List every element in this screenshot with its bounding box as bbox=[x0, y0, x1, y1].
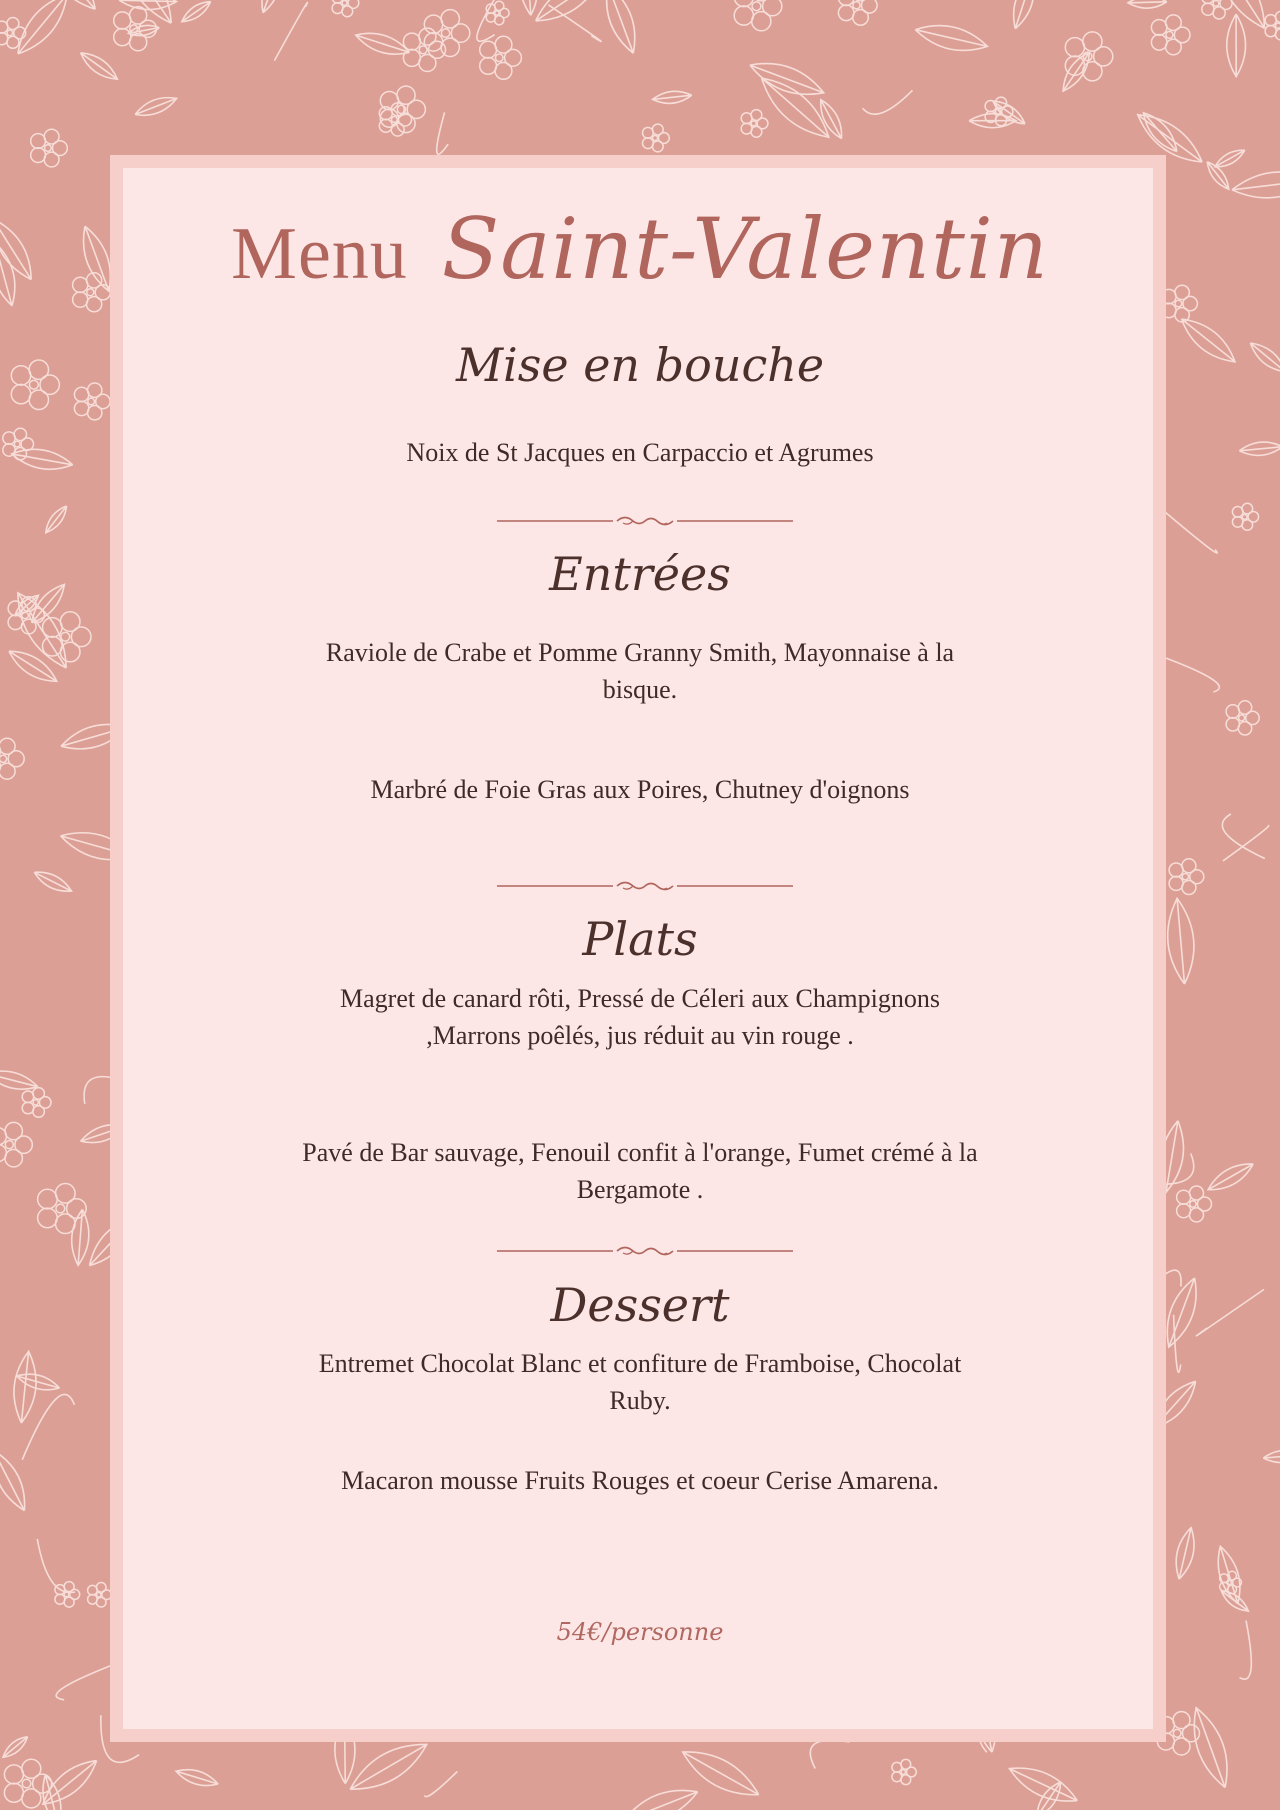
leaf-icon bbox=[520, 0, 537, 15]
leaf-icon bbox=[262, 0, 280, 13]
title-word: Menu bbox=[231, 213, 408, 295]
flower-icon bbox=[486, 1, 509, 25]
stem-icon bbox=[810, 1740, 849, 1768]
stem-icon bbox=[425, 1772, 458, 1797]
flower-icon bbox=[0, 738, 24, 779]
flower-icon bbox=[1177, 1186, 1212, 1222]
leaf-icon bbox=[81, 53, 118, 79]
stem-icon bbox=[1223, 826, 1269, 861]
flower-icon bbox=[1202, 0, 1232, 19]
leaf-icon bbox=[34, 872, 71, 891]
section-title-dessert: Dessert bbox=[550, 1278, 730, 1332]
leaf-icon bbox=[3, 1737, 28, 1758]
stem-icon bbox=[863, 90, 913, 114]
leaf-icon bbox=[1176, 1528, 1194, 1580]
flower-icon bbox=[88, 1583, 112, 1607]
leaf-icon bbox=[1208, 1164, 1253, 1190]
flower-icon bbox=[0, 1122, 32, 1167]
leaf-icon bbox=[0, 1450, 25, 1510]
leaf-icon bbox=[350, 1744, 427, 1789]
flower-icon bbox=[332, 0, 359, 17]
leaf-icon bbox=[0, 1071, 38, 1089]
stem-icon bbox=[1222, 814, 1264, 859]
leaf-icon bbox=[18, 0, 67, 54]
stem-icon bbox=[22, 1394, 74, 1459]
leaf-icon bbox=[1263, 1450, 1280, 1462]
leaf-icon bbox=[1014, 0, 1034, 29]
flower-icon bbox=[838, 0, 877, 25]
leaf-icon bbox=[356, 33, 410, 54]
ornament-divider-icon bbox=[497, 513, 793, 529]
ornament-divider-icon bbox=[497, 878, 793, 894]
price-label: 54€/personne bbox=[556, 1618, 724, 1646]
leaf-icon bbox=[1239, 442, 1280, 455]
dish-item: Noix de St Jacques en Carpaccio et Agrumes bbox=[406, 438, 874, 467]
leaf-icon bbox=[624, 1790, 698, 1810]
leaf-icon bbox=[1227, 14, 1246, 77]
title-script: Saint-Valentin bbox=[441, 200, 1049, 298]
section-title-plats: Plats bbox=[582, 912, 698, 966]
leaf-icon bbox=[182, 2, 211, 22]
flower-icon bbox=[1265, 11, 1280, 40]
flower-icon bbox=[22, 1088, 51, 1118]
leaf-icon bbox=[18, 593, 66, 668]
stem-icon bbox=[437, 112, 448, 154]
flower-icon bbox=[0, 18, 26, 49]
dish-item: Raviole de Crabe et Pomme Granny Smith, Mayonnaise à la bisque. bbox=[325, 638, 955, 704]
dish-item: Marbré de Foie Gras aux Poires, Chutney d'oignons bbox=[370, 775, 910, 804]
flower-icon bbox=[38, 1184, 87, 1234]
leaf-icon bbox=[1194, 1708, 1227, 1788]
flower-icon bbox=[480, 36, 522, 79]
leaf-icon bbox=[915, 26, 987, 51]
stem-icon bbox=[549, 5, 602, 42]
leaf-icon bbox=[176, 1770, 218, 1786]
flower-icon bbox=[1226, 701, 1259, 735]
stem-icon bbox=[37, 1539, 75, 1593]
flower-icon bbox=[1232, 503, 1258, 530]
ornament-divider-icon bbox=[497, 1243, 793, 1259]
stem-icon bbox=[1164, 657, 1220, 692]
section-title-mise-en-bouche: Mise en bouche bbox=[455, 338, 825, 392]
leaf-icon bbox=[683, 1752, 759, 1795]
dish-item: Macaron mousse Fruits Rouges et coeur Cerise Amarena. bbox=[341, 1466, 939, 1495]
leaf-icon bbox=[46, 506, 67, 533]
leaf-icon bbox=[1215, 150, 1245, 167]
leaf-icon bbox=[607, 0, 635, 53]
leaf-icon bbox=[1128, 0, 1167, 8]
section-title-entrees: Entrées bbox=[549, 547, 731, 601]
flower-icon bbox=[1169, 859, 1204, 895]
menu-title bbox=[0, 200, 1280, 300]
flower-icon bbox=[643, 124, 670, 152]
leaf-icon bbox=[1232, 172, 1280, 198]
dish-item: Entremet Chocolat Blanc et confiture de Framboise, Chocolat Ruby. bbox=[318, 1349, 962, 1415]
leaf-icon bbox=[653, 91, 692, 103]
flower-icon bbox=[734, 0, 782, 31]
flower-icon bbox=[31, 129, 68, 167]
flower-icon bbox=[55, 1582, 80, 1608]
flower-icon bbox=[1151, 15, 1190, 55]
flower-icon bbox=[741, 110, 768, 138]
leaf-icon bbox=[969, 114, 1016, 128]
leaf-icon bbox=[17, 1374, 60, 1390]
flower-icon bbox=[424, 10, 470, 57]
dish-item: Magret de canard rôti, Pressé de Céleri aux Champignons ,Marrons poêlés, jus réduit au vin rouge . bbox=[340, 984, 940, 1050]
leaf-icon bbox=[135, 98, 177, 116]
stem-icon bbox=[274, 2, 307, 60]
flower-icon bbox=[892, 1759, 916, 1784]
dish-item: Pavé de Bar sauvage, Fenouil confit à l'orange, Fumet crémé à la Bergamote . bbox=[302, 1138, 978, 1204]
